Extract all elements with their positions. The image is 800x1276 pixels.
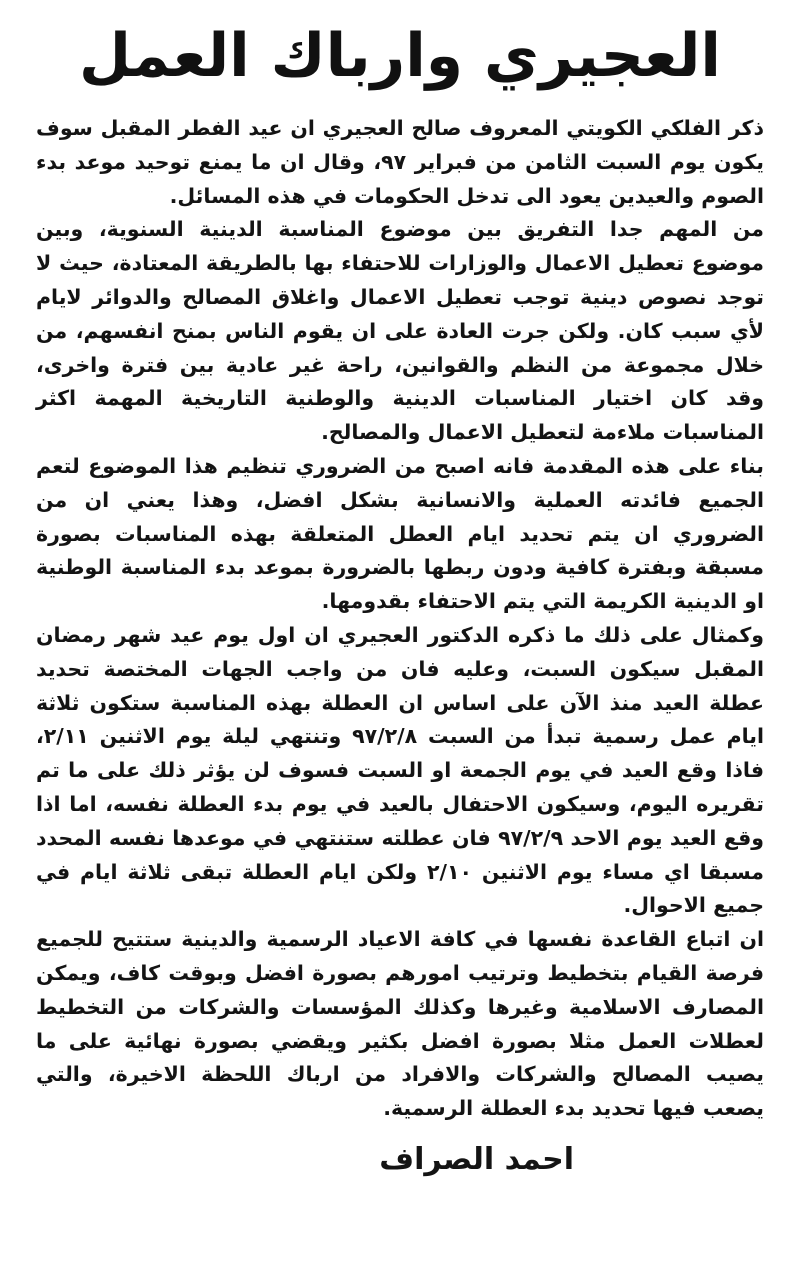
article-paragraph: من المهم جدا التفريق بين موضوع المناسبة الدينية السنوية، وبين موضوع تعطيل الاعمال والوزارات للاحتفاء بها بالطريقة المعتادة، حيث لا توجد نصوص دينية توجب تعطيل الاعمال واغلاق المصالح والدوائر لايام لأي سبب كان. ولكن جرت العادة على ان يقوم الناس بمنح انفسهم، من خلال مجموعة من النظم والقوانين، راحة غير عادية بين فترة واخرى، وقد كان اختيار المناسبات الدينية والوطنية التاريخية المهمة اكثر المناسبات ملاءمة لتعطيل الاعمال والمصالح.	[36, 217, 764, 445]
article-body	[36, 112, 764, 1126]
article-paragraph: ذكر الفلكي الكويتي المعروف صالح العجيري ان عيد الفطر المقبل سوف يكون يوم السبت الثامن من فبراير ٩٧، وقال ان ما يمنع توحيد موعد بدء الصوم والعيدين يعود الى تدخل الحكومات في هذه المسائل.	[36, 116, 764, 208]
article-paragraph: ان اتباع القاعدة نفسها في كافة الاعياد الرسمية والدينية ستتيح للجميع فرصة القيام بتخطيط وترتيب امورهم بصورة افضل وبوقت كاف، ويمكن المصارف الاسلامية وغيرها وكذلك المؤسسات والشركات من التخطيط لعطلات العمل مثلا بصورة افضل بكثير ويقضي بصورة نهائية على ما يصيب المصالح والشركات والافراد من ارباك اللحظة الاخيرة، والتي يصعب فيها تحديد بدء العطلة الرسمية.	[36, 927, 764, 1121]
article-paragraph: بناء على هذه المقدمة فانه اصبح من الضروري تنظيم هذا الموضوع لتعم الجميع فائدته العملية والانسانية بشكل افضل، وهذا يعني ان من الضروري ان يتم تحديد ايام العطل المتعلقة بهذه المناسبات بصورة مسبقة وبفترة كافية ودون ربطها بالضرورة بموعد بدء المناسبة الوطنية او الدينية الكريمة التي يتم الاحتفاء بقدومها.	[36, 453, 764, 614]
article-paragraph: وكمثال على ذلك ما ذكره الدكتور العجيري ان اول يوم عيد شهر رمضان المقبل سيكون السبت، وعليه فان من واجب الجهات المختصة تحديد عطلة العيد منذ الآن على اساس ان العطلة بهذه المناسبة ستكون ثلاثة ايام عمل رسمية تبدأ من السبت ٩٧/٢/٨ وتنتهي ليلة يوم الاثنين ٢/١١، فاذا وقع العيد في يوم الجمعة او السبت فسوف لن يؤثر ذلك على ما تم تقريره اليوم، وسيكون الاحتفال بالعيد في يوم بدء العطلة نفسه، اما اذا وقع العيد يوم الاحد ٩٧/٢/٩ فان عطلته ستنتهي في موعدها نفسه المحدد مسبقا اي مساء يوم الاثنين ٢/١٠ ولكن ايام العطلة تبقى ثلاثة ايام في جميع الاحوال.	[36, 622, 765, 918]
article-headline: العجيري وارباك العمل	[79, 21, 721, 91]
author-byline: احمد الصراف	[379, 1141, 574, 1177]
